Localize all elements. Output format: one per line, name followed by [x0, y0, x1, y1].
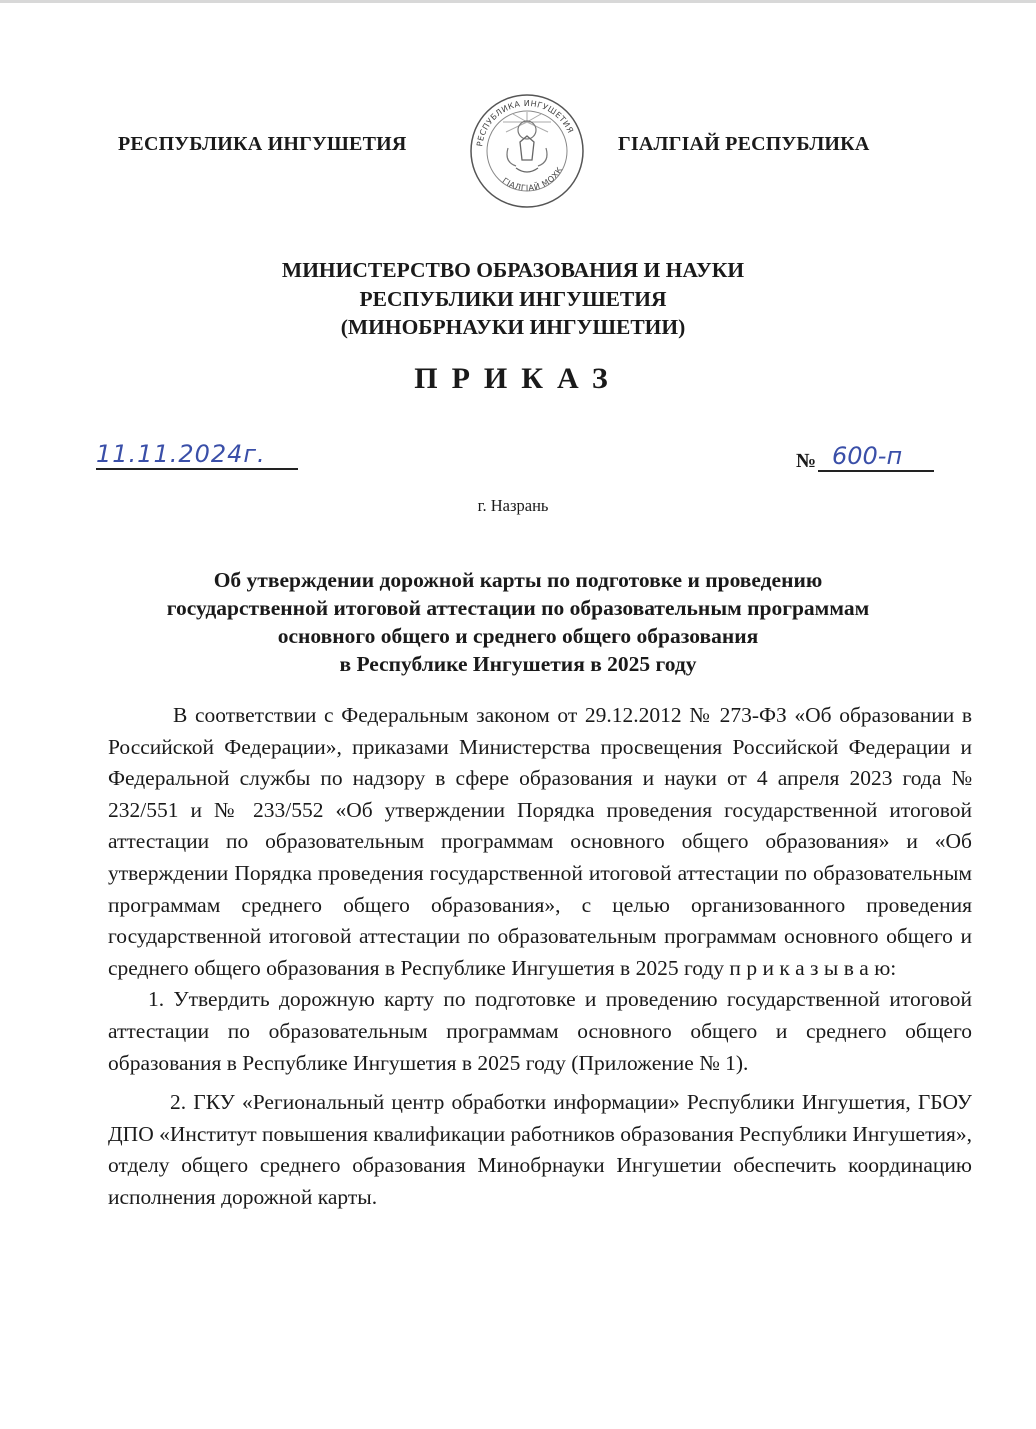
- ministry-line-3: (МИНОБРНАУКИ ИНГУШЕТИИ): [340, 315, 686, 339]
- title-line-2: государственной итоговой аттестации по образовательным программам: [166, 596, 870, 620]
- header-right-title: ГIАЛГIАЙ РЕСПУБЛИКА: [618, 133, 870, 155]
- ministry-line-2: РЕСПУБЛИКИ ИНГУШЕТИЯ: [359, 286, 667, 311]
- number-label: №: [796, 450, 817, 472]
- title-line-3: основного общего и среднего общего образования: [277, 624, 759, 648]
- title-line-4: в Республике Ингушетия в 2025 году: [339, 652, 697, 676]
- svg-text:ГIАЛГIАЙ МОХК: [501, 165, 565, 192]
- body-paragraph-preamble: В соответствии с Федеральным законом от 29.12.2012 № 273-ФЗ «Об образовании в Российской Федерации», приказами Министерства просвещения Российской Федерации и Федеральной службы по надзору в сфере образования и науки от 4 апреля 2023 года № 232/551 и № 233/552 «Об утверждении Порядка проведения государственной итоговой аттестации по образовательным программам основного общего образования» и «Об утверждении Порядка проведения государственной итоговой аттестации по образовательным программам среднего общего образования», с целью организованного проведения государственной итоговой аттестации по образовательным программам основного общего и среднего общего образования в Республике Ингушетия в 2025 году п р и к а з ы в а ю:: [108, 703, 972, 980]
- number-underline: [818, 470, 934, 472]
- ministry-name: [0, 256, 1036, 342]
- coat-of-arms-emblem: [468, 92, 586, 210]
- title-line-1: Об утверждении дорожной карты по подготовке и проведению: [213, 568, 823, 592]
- body-paragraph-item-1: 1. Утвердить дорожную карту по подготовке и проведению государственной итоговой аттестации по образовательным программам основного общего и среднего общего образования в Республике Ингушетия в 2025 году (Приложение № 1).: [108, 987, 972, 1075]
- ministry-line-1: МИНИСТЕРСТВО ОБРАЗОВАНИЯ И НАУКИ: [281, 258, 745, 282]
- document-type-heading: ПРИКАЗ: [414, 362, 622, 395]
- seal-text-bottom: ГIАЛГIАЙ МОХК: [500, 165, 565, 193]
- order-body: [108, 700, 972, 1214]
- scan-edge: [0, 0, 1036, 3]
- body-paragraph-item-2: 2. ГКУ «Региональный центр обработки информации» Республики Ингушетия, ГБОУ ДПО «Институт повышения квалификации работников образования Республики Ингушетия», отделу общего среднего образования Минобрнауки Ингушетии обеспечить координацию исполнения дорожной карты.: [108, 1090, 972, 1209]
- order-title: [80, 566, 956, 678]
- handwritten-number: 600-п: [832, 442, 903, 470]
- date-underline: [96, 468, 298, 470]
- seal-text-top: РЕСПУБЛИКА ИНГУШЕТИЯ: [475, 98, 576, 148]
- header-left-title: РЕСПУБЛИКА ИНГУШЕТИЯ: [118, 133, 407, 155]
- city: г. Назрань: [477, 496, 549, 515]
- handwritten-date: 11.11.2024г.: [96, 440, 266, 468]
